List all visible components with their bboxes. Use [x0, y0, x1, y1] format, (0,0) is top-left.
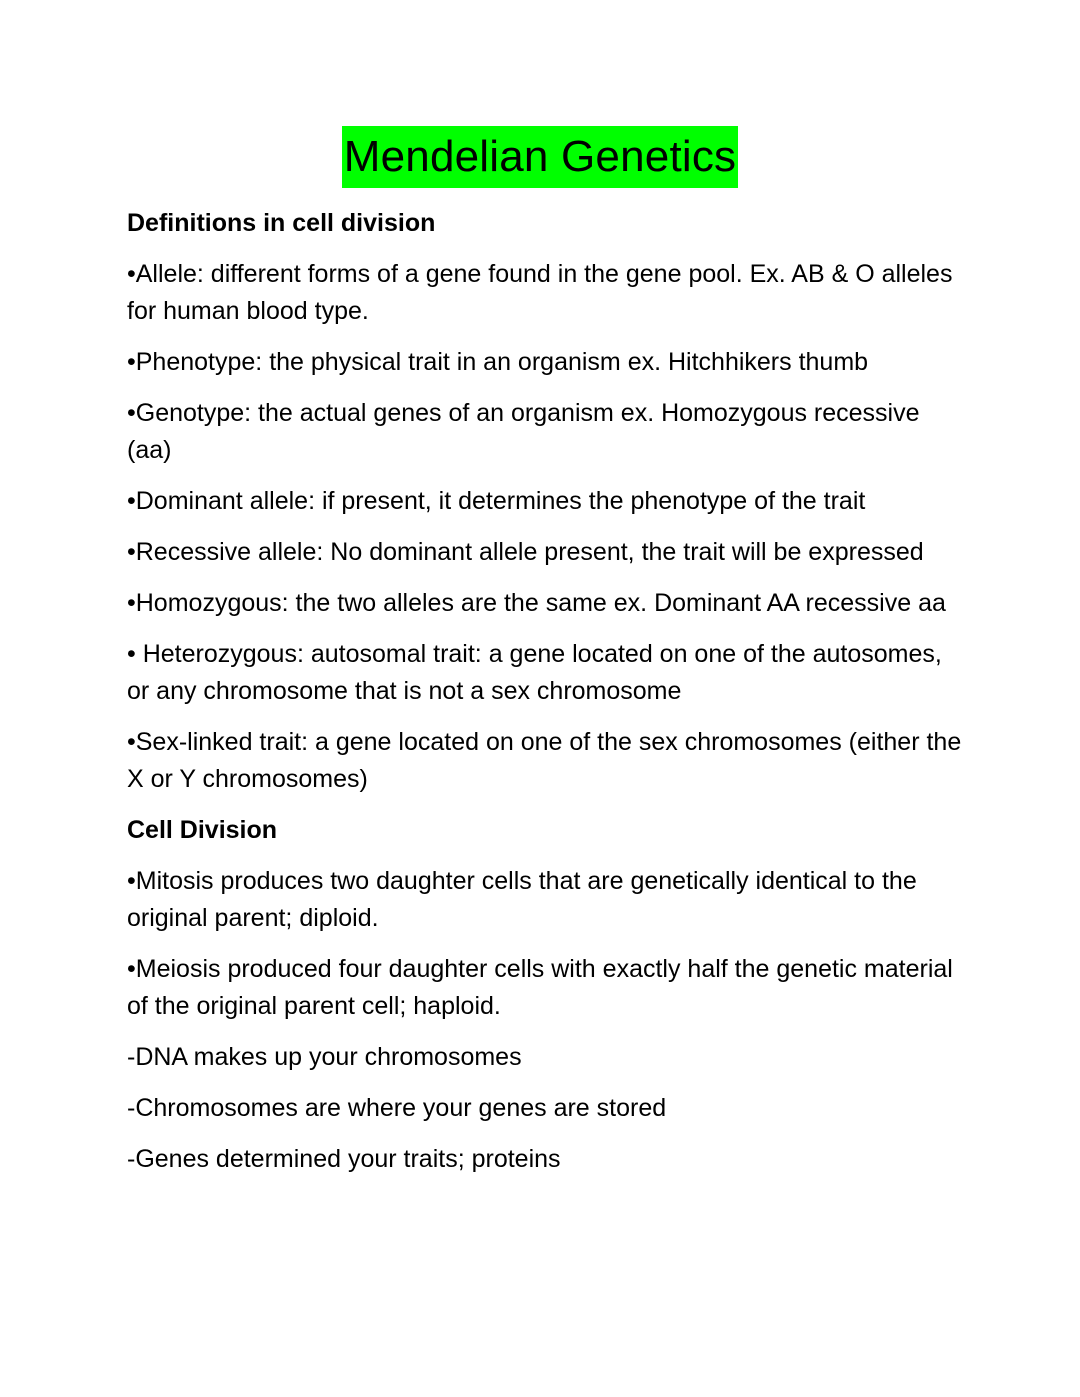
document-body	[127, 205, 967, 1192]
section-heading-cell-division: Cell Division	[127, 816, 278, 844]
note-genes: -Genes determined your traits; proteins	[127, 1145, 561, 1173]
definition-genotype: •Genotype: the actual genes of an organism ex. Homozygous recessive (aa)	[127, 399, 920, 464]
note-meiosis: •Meiosis produced four daughter cells with exactly half the genetic material of the original parent cell; haploid.	[127, 955, 953, 1020]
note-mitosis: •Mitosis produces two daughter cells that are genetically identical to the original parent; diploid.	[127, 867, 917, 932]
section-heading-definitions: Definitions in cell division	[127, 209, 436, 237]
definition-phenotype: •Phenotype: the physical trait in an organism ex. Hitchhikers thumb	[127, 348, 869, 376]
definition-allele: •Allele: different forms of a gene found in the gene pool. Ex. AB & O alleles for human blood type.	[127, 260, 953, 325]
note-chromosomes: -Chromosomes are where your genes are stored	[127, 1094, 667, 1122]
page-title: Mendelian Genetics	[342, 126, 739, 188]
definition-recessive-allele: •Recessive allele: No dominant allele present, the trait will be expressed	[127, 538, 924, 566]
title-container	[0, 126, 1080, 188]
definition-homozygous: •Homozygous: the two alleles are the same ex. Dominant AA recessive aa	[127, 589, 946, 617]
definition-heterozygous: • Heterozygous: autosomal trait: a gene located on one of the autosomes, or any chromosome that is not a sex chromosome	[127, 640, 942, 705]
definition-dominant-allele: •Dominant allele: if present, it determines the phenotype of the trait	[127, 487, 866, 515]
definition-sex-linked-trait: •Sex-linked trait: a gene located on one of the sex chromosomes (either the X or Y chromosomes)	[127, 728, 962, 793]
note-dna: -DNA makes up your chromosomes	[127, 1043, 522, 1071]
